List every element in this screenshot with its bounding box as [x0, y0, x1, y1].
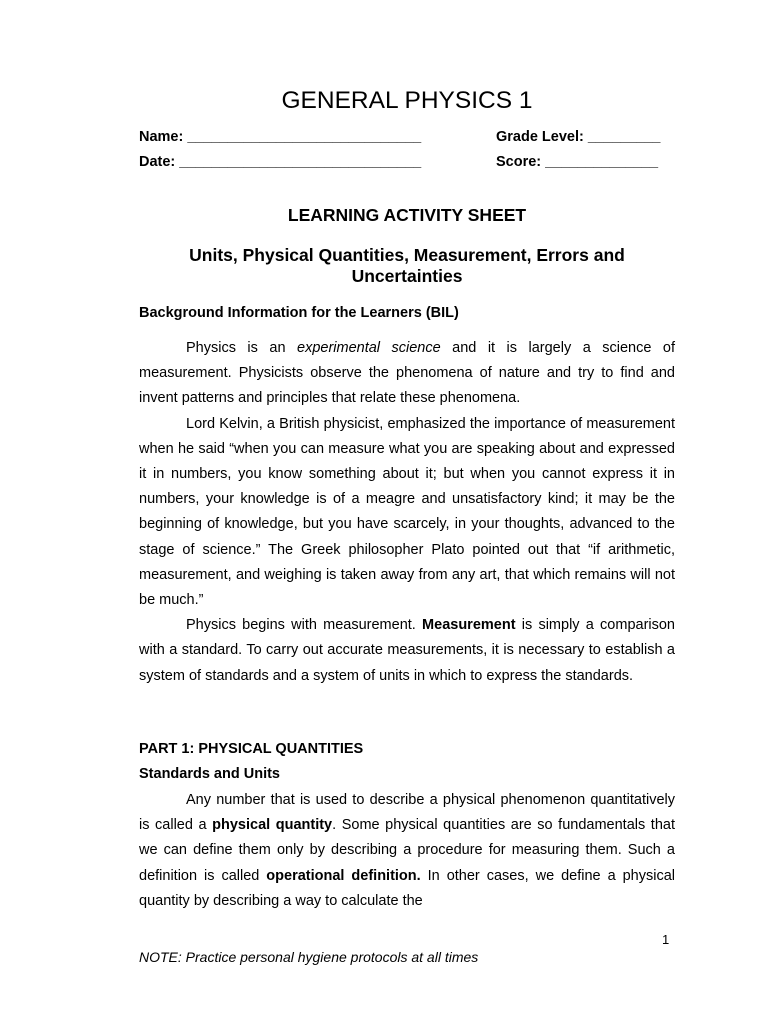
paragraph-5	[139, 788, 675, 914]
page-number: 1	[662, 932, 670, 947]
background-body	[139, 336, 675, 689]
part1-body	[139, 788, 675, 914]
topic-title: Units, Physical Quantities, Measurement, Errors and Uncertainties	[189, 245, 625, 286]
bold-term: physical quantity	[212, 817, 333, 834]
name-field: Name: _____________________________	[139, 129, 422, 145]
text-run: Physics begins with measurement.	[186, 617, 423, 634]
document-title: GENERAL PHYSICS 1	[281, 87, 533, 114]
paragraph-2: Lord Kelvin, a British physicist, emphasized the importance of measurement when he said “when you can measure what you are speaking about and expressed it in numbers, you know something about it; but when you cannot express it in numbers, your knowledge is of a meagre and unsatisfactory kind; it may be the beginning of knowledge, but you have scarcely, in your thoughts, advanced to the stage of science.” The Greek philosopher Plato pointed out that “if arithmetic, measurement, and weighing is taken away from any art, that which remains will not be much.”	[139, 415, 675, 609]
date-field: Date: ______________________________	[139, 154, 422, 170]
text-run: . Some physical quantities are so fundamentals that we can define them only by describing a procedure for measuring them. Such a definition is called	[139, 817, 675, 884]
text-run: In other cases, we define a physical quantity by describing a way to calculate the	[139, 867, 675, 909]
paragraph-1	[139, 336, 675, 412]
score-field: Score: ______________	[496, 154, 659, 170]
text-run: Any number that is used to describe a physical phenomenon quantitatively is called a	[139, 792, 675, 834]
text-run: is simply a comparison with a standard. To carry out accurate measurements, it is necessary to establish a system of standards and a system of units in which to express the standards.	[139, 617, 675, 684]
bil-heading: Background Information for the Learners (BIL)	[139, 305, 459, 321]
bold-term: Measurement	[422, 617, 516, 634]
part1-heading: PART 1: PHYSICAL QUANTITIES	[139, 741, 364, 757]
paragraph-3	[139, 613, 675, 689]
standards-heading: Standards and Units	[139, 766, 280, 782]
bold-term: operational definition.	[266, 867, 421, 884]
text-run: and it is largely a science of measurement. Physicists observe the phenomena of nature and try to find and invent patterns and principles that relate these phenomena.	[139, 340, 675, 407]
footer-note: NOTE: Practice personal hygiene protocols at all times	[139, 949, 479, 965]
sheet-title: LEARNING ACTIVITY SHEET	[287, 205, 527, 225]
text-run: Physics is an	[186, 340, 297, 356]
grade-level-field: Grade Level: _________	[496, 129, 661, 145]
emphasis-text: experimental science	[297, 340, 441, 356]
